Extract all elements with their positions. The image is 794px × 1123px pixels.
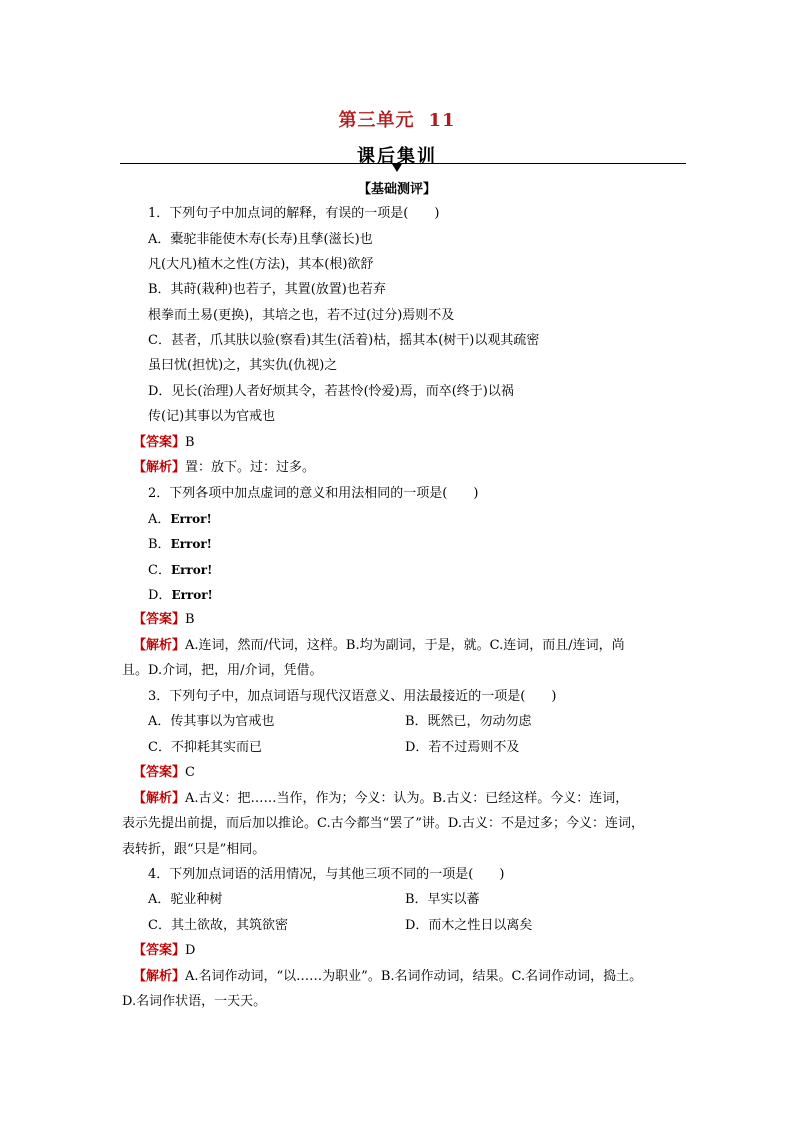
q1-option-c-line1: C．甚者，爪其肤以验(察看)其生(活着)枯，摇其本(树干)以观其疏密 <box>148 333 540 348</box>
analysis-tag: 【解析】 <box>133 791 186 806</box>
q1-option-d-line2: 传(记)其事以为官戒也 <box>148 409 276 424</box>
q1-option-b-line2: 根拳而土易(更换)，其培之也，若不过(过分)焉则不及 <box>148 308 455 323</box>
q3-answer <box>133 764 195 782</box>
q1-analysis <box>133 459 315 477</box>
q1-option-c-line2: 虽曰忧(担忧)之，其实仇(仇视)之 <box>148 358 338 373</box>
q4-option-b: B．早实以蕃 <box>405 892 480 907</box>
answer-value: B <box>185 435 195 450</box>
triangle-down-icon <box>392 164 402 172</box>
unit-title <box>0 106 794 132</box>
answer-tag: 【答案】 <box>133 943 186 958</box>
q2-option-b <box>148 535 212 554</box>
analysis-text: 置：放下。过：过多。 <box>185 460 316 475</box>
q1-option-b-line1: B．其莳(栽种)也若子，其置(放置)也若弃 <box>148 282 386 297</box>
q1-stem: 1．下列句子中加点词的解释，有误的一项是( ) <box>148 206 440 221</box>
q1-option-a-line2: 凡(大凡)植木之性(方法)，其本(根)欲舒 <box>148 257 374 272</box>
page-title: 课后集训 <box>357 146 437 167</box>
q3-stem: 3．下列句子中，加点词语与现代汉语意义、用法最接近的一项是( ) <box>148 689 557 704</box>
q3-analysis-line3: 表转折，跟“只是”相同。 <box>122 842 266 857</box>
q4-analysis-line2: D.名词作状语，一天天。 <box>122 994 267 1009</box>
answer-tag: 【答案】 <box>133 612 186 627</box>
q3-option-c: C．不抑耗其实而已 <box>148 740 262 755</box>
error-text: Error! <box>170 512 212 526</box>
q2-option-c <box>148 561 212 580</box>
q4-stem: 4．下列加点词语的活用情况，与其他三项不同的一项是( ) <box>148 867 505 882</box>
q2-option-a <box>148 510 212 529</box>
q1-option-d-line1: D．见长(治理)人者好烦其令，若甚怜(怜爱)焉，而卒(终于)以祸 <box>148 384 514 399</box>
answer-value: C <box>185 765 195 780</box>
error-text: Error! <box>170 537 212 551</box>
error-text: Error! <box>171 588 213 602</box>
option-label: B． <box>148 537 171 552</box>
q2-option-d <box>148 586 213 605</box>
answer-tag: 【答案】 <box>133 435 186 450</box>
option-label: A． <box>148 512 171 527</box>
analysis-text: A.古义：把……当作，作为；今义：认为。B.古义：已经这样。今义：连词， <box>185 791 629 806</box>
q3-option-a: A．传其事以为官戒也 <box>148 714 275 729</box>
lesson-number: 11 <box>428 110 456 131</box>
q2-answer <box>133 611 195 629</box>
unit-title-text: 第三单元 <box>338 110 415 131</box>
analysis-text: A.连词，然而/代词，这样。B.均为副词，于是，就。C.连词，而且/连词，尚 <box>185 638 625 653</box>
q1-option-a-line1: A．橐驼非能使木寿(长寿)且孳(滋长)也 <box>148 232 373 247</box>
option-label: C． <box>148 563 171 578</box>
q3-analysis-line1 <box>133 790 628 808</box>
q4-answer <box>133 942 195 960</box>
q4-analysis-line1 <box>133 968 642 986</box>
answer-value: B <box>185 612 195 627</box>
q2-stem: 2．下列各项中加点虚词的意义和用法相同的一项是( ) <box>148 486 479 501</box>
q4-option-d: D．而木之性日以离矣 <box>405 918 533 933</box>
title-divider <box>120 163 686 164</box>
option-label: D． <box>148 588 172 603</box>
answer-value: D <box>185 943 196 958</box>
q3-analysis-line2: 表示先提出前提，而后加以推论。C.古今都当“罢了”讲。D.古义：不是过多；今义：连词， <box>122 816 645 831</box>
q3-option-b: B．既然已，勿动勿虑 <box>405 714 532 729</box>
analysis-tag: 【解析】 <box>133 638 186 653</box>
q4-option-a: A．驼业种树 <box>148 892 223 907</box>
analysis-tag: 【解析】 <box>133 969 186 984</box>
section-heading: 【基础测评】 <box>357 182 436 197</box>
answer-tag: 【答案】 <box>133 765 186 780</box>
q2-analysis-line1 <box>133 637 625 655</box>
q3-option-d: D．若不过焉则不及 <box>405 740 520 755</box>
analysis-tag: 【解析】 <box>133 460 186 475</box>
analysis-text: A.名词作动词，“以……为职业”。B.名词作动词，结果。C.名词作动词，捣土。 <box>185 969 643 984</box>
q1-answer <box>133 434 195 452</box>
q4-option-c: C．其土欲故，其筑欲密 <box>148 918 288 933</box>
error-text: Error! <box>170 563 213 577</box>
q2-analysis-line2: 且。D.介词，把，用/介词，凭借。 <box>122 663 323 678</box>
